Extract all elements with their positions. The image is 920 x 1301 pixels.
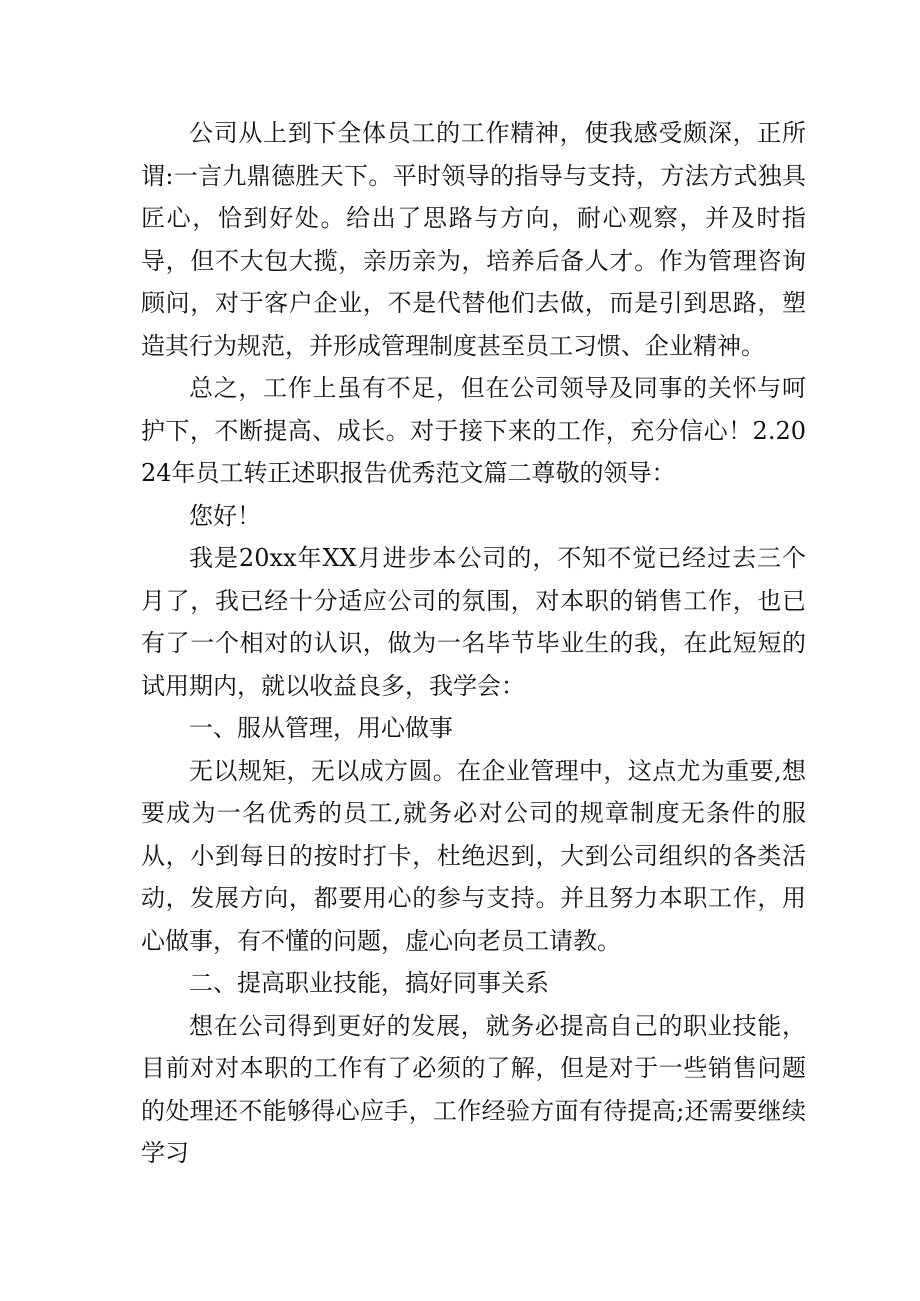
paragraph-summary: 总之，工作上虽有不足，但在公司领导及同事的关怀与呵护下，不断提高、成长。对于接下来的工作，充分信心！2.2024年员工转正述职报告优秀范文篇二尊敬的领导： <box>141 374 806 487</box>
paragraph-company-spirit: 公司从上到下全体员工的工作精神，使我感受颇深，正所谓:一言九鼎德胜天下。平时领导的指导与支持，方法方式独具匠心，恰到好处。给出了思路与方向，耐心观察，并及时指导，但不大包大揽，亲历亲为，培养后备人才。作为管理咨询顾问，对于客户企业，不是代替他们去做，而是引到思路，塑造其行为规范，并形成管理制度甚至员工习惯、企业精神。 <box>141 119 806 360</box>
paragraph-rules: 无以规矩，无以成方圆。在企业管理中，这点尤为重要,想要成为一名优秀的员工,就务必对公司的规章制度无条件的服从，小到每日的按时打卡，杜绝迟到，大到公司组织的各类活动，发展方向，都要用心的参与支持。并且努力本职工作，用心做事，有不懂的问题，虚心向老员工请教。 <box>141 756 806 955</box>
paragraph-introduction: 我是20xx年XX月进步本公司的，不知不觉已经过去三个月了，我已经十分适应公司的氛围，对本职的销售工作，也已有了一个相对的认识，做为一名毕节毕业生的我，在此短短的试用期内，就以收益良多，我学会： <box>141 544 806 700</box>
paragraph-skills: 想在公司得到更好的发展，就务必提高自己的职业技能，目前对对本职的工作有了必须的了解，但是对于一些销售问题的处理还不能够得心应手，工作经验方面有待提高;还需要继续学习 <box>141 1011 806 1167</box>
section-heading-improve-skills: 二、提高职业技能，搞好同事关系 <box>189 969 549 997</box>
paragraph-greeting: 您好！ <box>189 501 261 530</box>
section-heading-obey-management: 一、服从管理，用心做事 <box>189 714 453 742</box>
document-body <box>141 112 806 1175</box>
